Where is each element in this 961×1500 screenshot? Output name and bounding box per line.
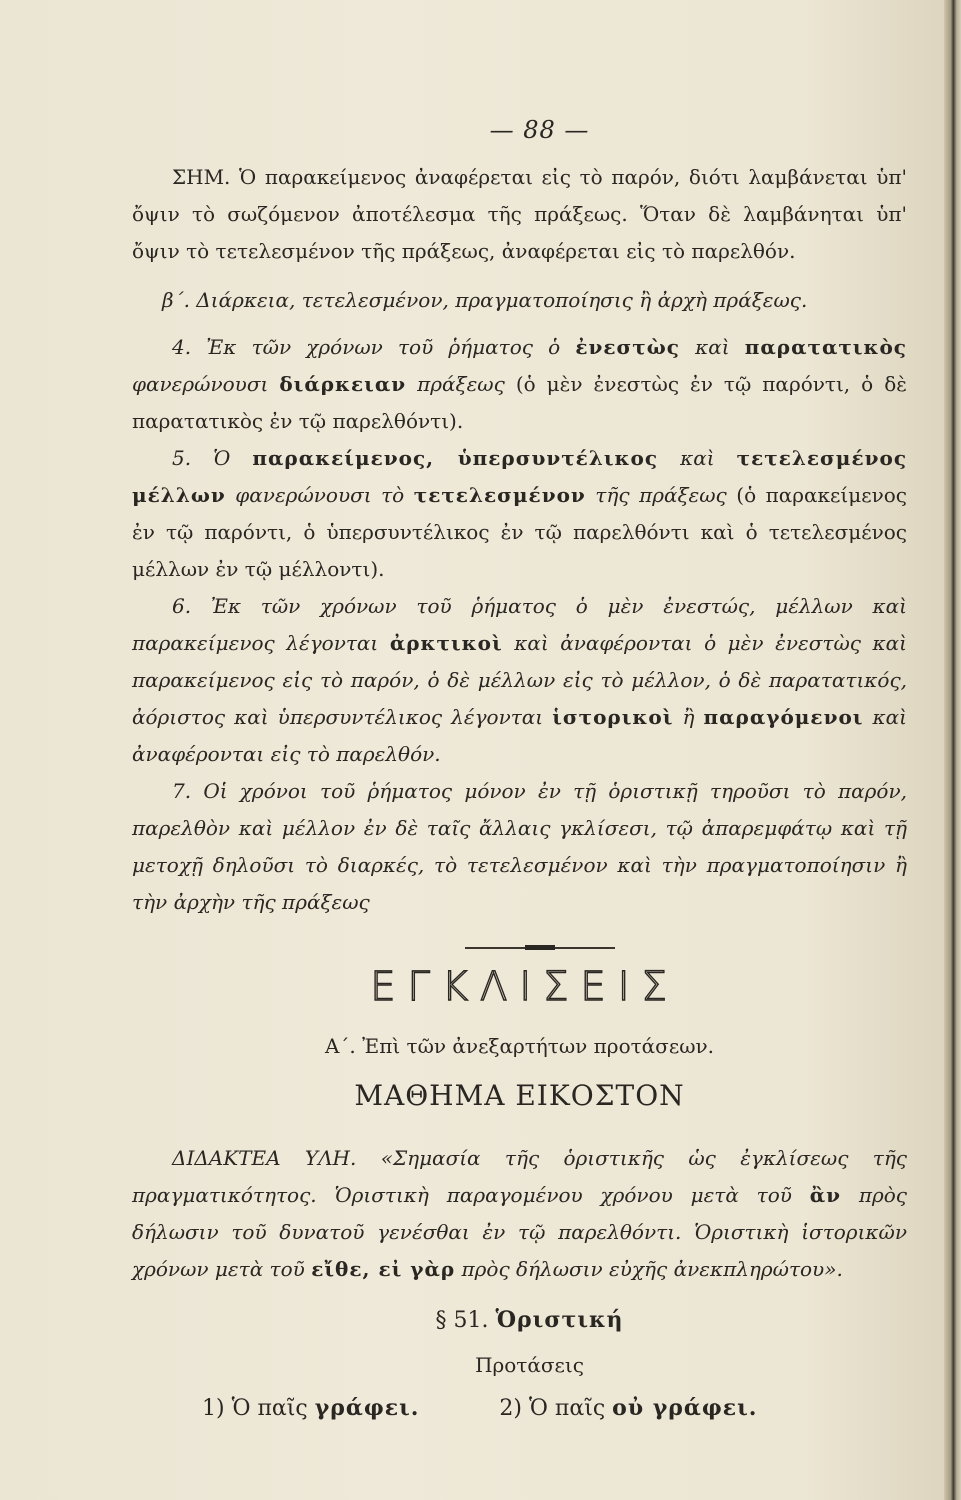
examples-row [202,1390,907,1427]
p5-text-d: φανερώνουσι τὸ [225,483,414,507]
p5-text-e: τῆς πράξεως [585,483,737,507]
didaktea-text-f: πρὸς δήλωσιν εὐχῆς ἀνεκπληρώτου». [455,1257,843,1281]
p4-text-e: πράξεως [406,372,516,396]
p4-text-d: φανερώνουσι [132,372,280,396]
page-number: — 88 — [489,116,590,144]
p4-bold-diarkeian: διάρκειαν [279,372,407,396]
p5-text-a: 5. Ὁ [172,446,253,470]
p6-bold-paragomenoi: παραγόμενοι [703,705,864,729]
p4-bold-paratatikos: παρατατικὸς [744,335,907,359]
didaktea-label: ΔΙΔΑΚΤΕΑ ΥΛΗ. [172,1146,357,1170]
book-spine-edge [944,0,961,1500]
paragraph-7: 7. Οἱ χρόνοι τοῦ ῥήματος μόνον ἐν τῇ ὁριστικῇ τηροῦσι τὸ παρόν, παρελθὸν καὶ μέλλον ἐν δὲ ταῖς ἄλλαις γκλίσεσι, τῷ ἀπαρεμφάτῳ καὶ τῇ μετοχῇ δηλοῦσι τὸ διαρκές, τὸ τετελεσμένον καὶ τὴν πραγματοποίησιν ἢ τὴν ἀρχὴν τῆς πράξεως [132,779,907,914]
example-2-bold: οὐ γράφει. [612,1395,758,1421]
section-heading [152,1302,907,1339]
p5-bold-parakeimenos: παρακείμενος, ὑπερσυντέλικος [252,446,659,470]
example-1-bold: γράφει. [314,1395,420,1421]
p6-bold-istorikoi: ἱστορικοὶ [552,705,674,729]
example-2-text: 2) Ὁ παῖς [499,1396,613,1421]
didaktea-paragraph [132,1140,907,1288]
didaktea-bold-eithe: εἴθε, εἰ γὰρ [311,1257,456,1281]
propositions-label: Προτάσεις [475,1353,584,1377]
p5-bold-tetelesmenos: τετελεσμένος μέλλων [132,446,907,507]
p6-text-a: 6. Ἐκ τῶν χρόνων τοῦ ῥήματος ὁ μὲν ἐνεστώς, μέλλων καὶ παρακείμενος λέγονται [132,594,907,655]
didaktea-bold-an: ἂν [809,1183,842,1207]
p6-text-d: ἢ [673,705,704,729]
section-sign: § 51. [435,1308,489,1333]
lesson-title: ΜΑΘΗΜΑ ΕΙΚΟΣΤΟΝ [354,1079,685,1112]
p4-text-f: (ὁ μὲν ἐνεστὼς ἐν τῷ παρόντι, ὁ δὲ παρατατικὸς ἐν τῷ παρελθόντι). [132,372,907,433]
p4-text-c: καὶ [679,335,745,359]
chapter-subtitle: Α΄. Ἐπὶ τῶν ἀνεξαρτήτων προτάσεων. [324,1034,715,1058]
p6-text-e: καὶ ἀναφέρονται εἰς τὸ παρελθόν. [132,705,908,766]
subheading: β΄. Διάρκεια, τετελεσμένον, πραγματοποίησις ἢ ἀρχὴ πράξεως. [162,288,808,312]
didaktea-text-d: πρὸς δήλωσιν τοῦ δυνατοῦ γενέσθαι ἐν τῷ παρελθόντι. Ὁριστικὴ ἱστορικῶν χρόνων μετὰ τοῦ [132,1183,907,1281]
note-paragraph: ΣΗΜ. Ὁ παρακείμενος ἀναφέρεται εἰς τὸ παρόν, διότι λαμβάνεται ὑπ' ὄψιν τὸ σωζόμενον ἀποτέλεσμα τῆς πράξεως. Ὅταν δὲ λαμβάνηται ὑπ' ὄψιν τὸ τετελεσμένον τῆς πράξεως, ἀναφέρεται εἰς τὸ παρελθόν. [132,165,907,263]
p6-bold-arktikoi: ἀρκτικοὶ [389,631,503,655]
paragraph-5 [132,440,907,588]
example-1 [202,1390,419,1427]
p5-text-c: καὶ [658,446,737,470]
paragraph-6 [132,588,907,773]
p4-text-a: 4. Ἐκ τῶν χρόνων τοῦ ῥήματος ὁ [172,335,576,359]
p5-text-f: (ὁ παρακείμενος ἐν τῷ παρόντι, ὁ ὑπερσυντέλικος ἐν τῷ παρελθόντι καὶ ὁ τετελεσμένος μέλλων ἐν τῷ μέλλοντι). [132,483,907,581]
example-1-text: 1) Ὁ παῖς [202,1396,315,1421]
chapter-title: ΕΓΚΛΙΣΕΙΣ [370,964,679,1010]
p5-bold-tetelesmenon: τετελεσμένον [413,483,586,507]
p6-text-c: καὶ ἀναφέρονται ὁ μὲν ἐνεστὼς καὶ παρακείμενος εἰς τὸ παρόν, ὁ δὲ μέλλων εἰς τὸ μέλλον, ὁ δὲ παρατατικός, ἀόριστος καὶ ὑπερσυντέλικος λέγονται [132,631,907,729]
example-2 [499,1390,757,1427]
paragraph-4 [132,329,907,440]
page-content [132,112,907,1427]
section-divider [465,947,615,949]
section-title: Ὁριστική [495,1307,624,1333]
didaktea-text-b: «Σημασία τῆς ὁριστικῆς ὡς ἐγκλίσεως τῆς πραγματικότητος. Ὁριστικὴ παραγομένου χρόνου μετὰ τοῦ [132,1146,908,1207]
p4-bold-enestos: ἐνεστὼς [575,335,680,359]
